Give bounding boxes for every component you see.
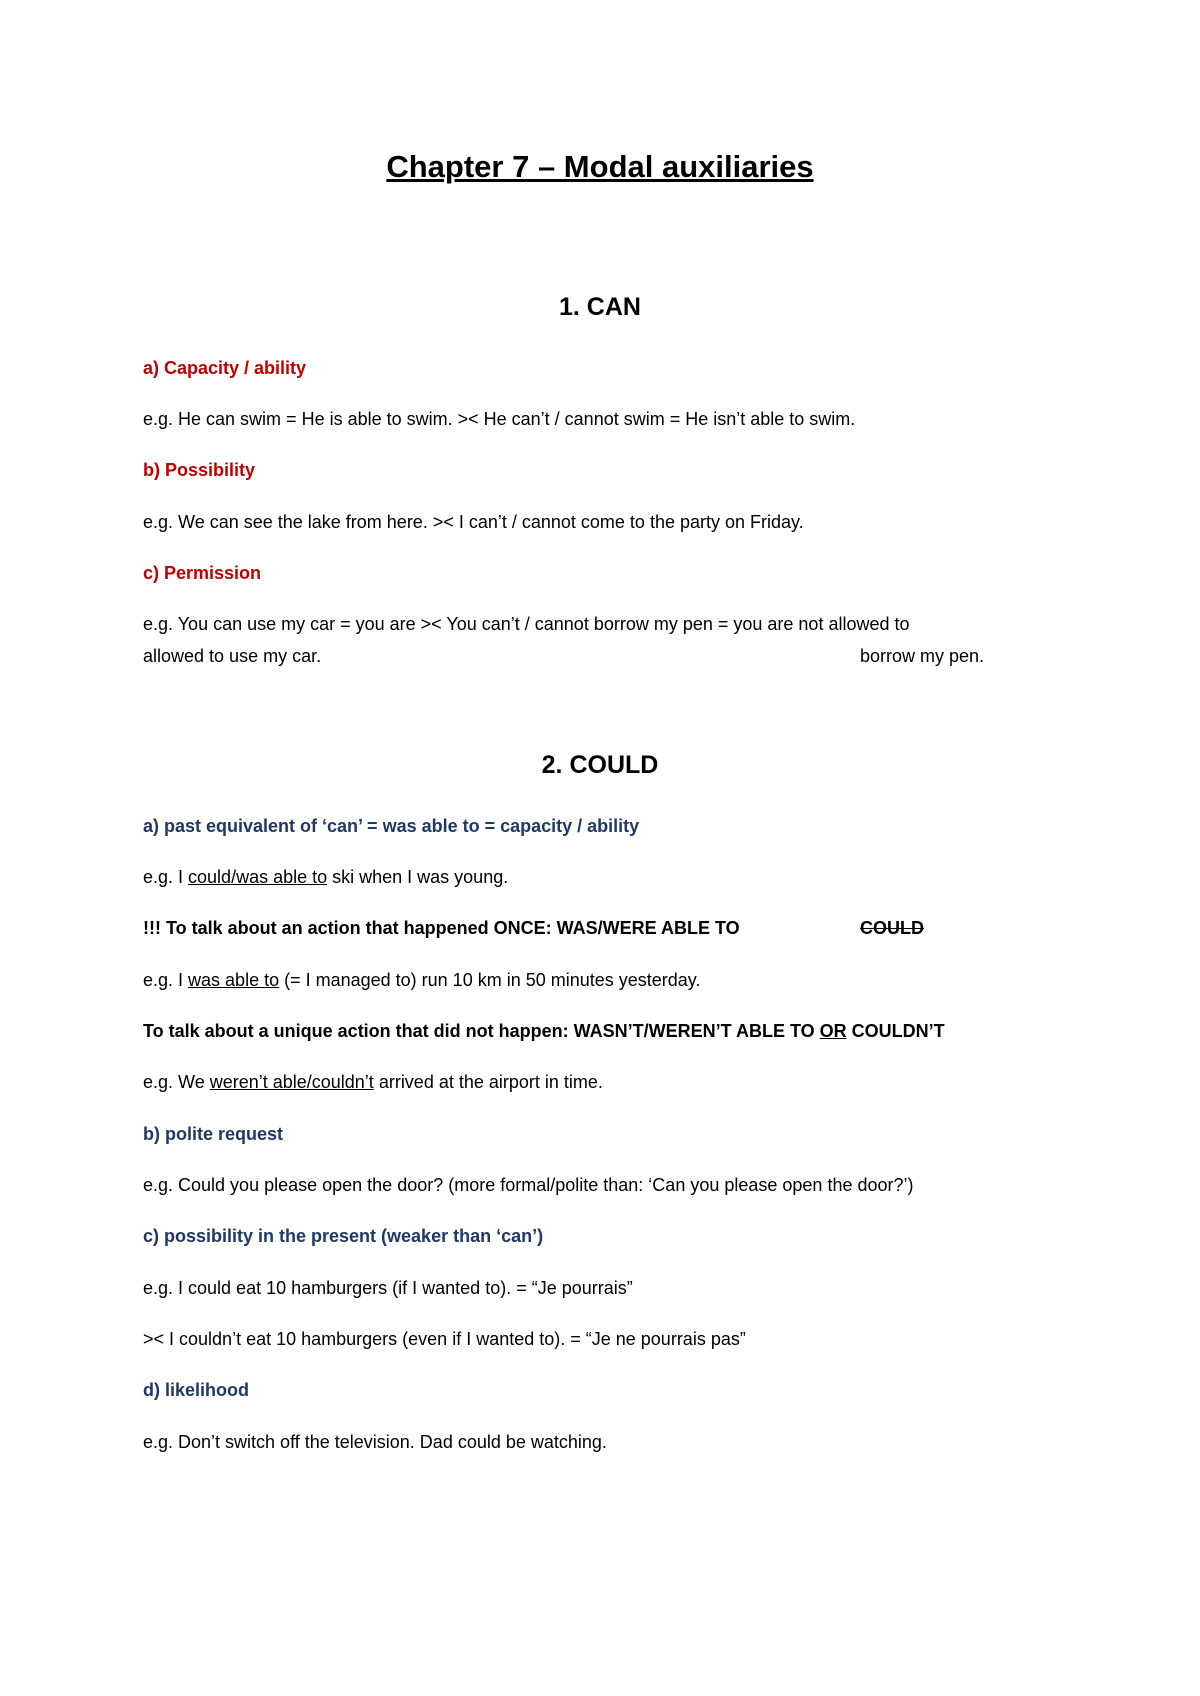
can-c-example-line1: e.g. You can use my car = you are >< You can’t / cannot borrow my pen = you are not allowed to	[143, 614, 910, 634]
can-a-label: a) Capacity / ability	[143, 358, 307, 378]
section-heading-can: 1. CAN	[559, 293, 641, 321]
could-unique-rule-or: OR	[819, 1021, 847, 1041]
could-unique-rule	[143, 1020, 945, 1042]
could-b-example: e.g. Could you please open the door? (more formal/polite than: ‘Can you please open the door?’)	[143, 1175, 914, 1195]
could-unique-rule-pre: To talk about a unique action that did not happen: WASN’T/WEREN’T ABLE TO	[143, 1021, 820, 1041]
can-b-example: e.g. We can see the lake from here. >< I can’t / cannot come to the party on Friday.	[143, 512, 804, 532]
could-d-label: d) likelihood	[143, 1380, 249, 1400]
could-c-label: c) possibility in the present (weaker than ‘can’)	[143, 1226, 544, 1246]
could-once-rule: !!! To talk about an action that happened ONCE: WAS/WERE ABLE TO	[143, 918, 740, 938]
could-a-example-2-underlined: was able to	[188, 970, 280, 990]
could-a-example-2-post: (= I managed to) run 10 km in 50 minutes yesterday.	[279, 970, 701, 990]
could-a-example-3	[143, 1071, 603, 1093]
can-a-example: e.g. He can swim = He is able to swim. >< He can’t / cannot swim = He isn’t able to swim.	[143, 409, 856, 429]
page-title: Chapter 7 – Modal auxiliaries	[386, 149, 814, 184]
could-a-example-1-pre: e.g. I	[143, 867, 189, 887]
could-b-label: b) polite request	[143, 1124, 284, 1144]
could-a-example-3-pre: e.g. We	[143, 1072, 210, 1092]
could-once-strikethrough: COULD	[860, 918, 924, 938]
can-c-label: c) Permission	[143, 563, 262, 583]
could-a-label: a) past equivalent of ‘can’ = was able to = capacity / ability	[143, 816, 640, 836]
can-c-example-line2-left: allowed to use my car.	[143, 646, 322, 666]
could-c-example-2: >< I couldn’t eat 10 hamburgers (even if I wanted to). = “Je ne pourrais pas”	[143, 1329, 746, 1349]
could-unique-rule-post: COULDN’T	[846, 1021, 945, 1041]
could-a-example-3-post: arrived at the airport in time.	[373, 1072, 603, 1092]
can-c-example-line2-right: borrow my pen.	[860, 646, 985, 666]
could-a-example-1	[143, 866, 508, 888]
could-a-example-1-post: ski when I was young.	[327, 867, 509, 887]
could-d-example: e.g. Don’t switch off the television. Dad could be watching.	[143, 1432, 607, 1452]
section-heading-could: 2. COULD	[541, 751, 659, 779]
could-a-example-2-pre: e.g. I	[143, 970, 189, 990]
could-a-example-2	[143, 969, 700, 991]
could-c-example-1: e.g. I could eat 10 hamburgers (if I wanted to). = “Je pourrais”	[143, 1278, 633, 1298]
could-a-example-3-underlined: weren’t able/couldn’t	[209, 1072, 374, 1092]
could-a-example-1-underlined: could/was able to	[188, 867, 328, 887]
can-b-label: b) Possibility	[143, 460, 256, 480]
